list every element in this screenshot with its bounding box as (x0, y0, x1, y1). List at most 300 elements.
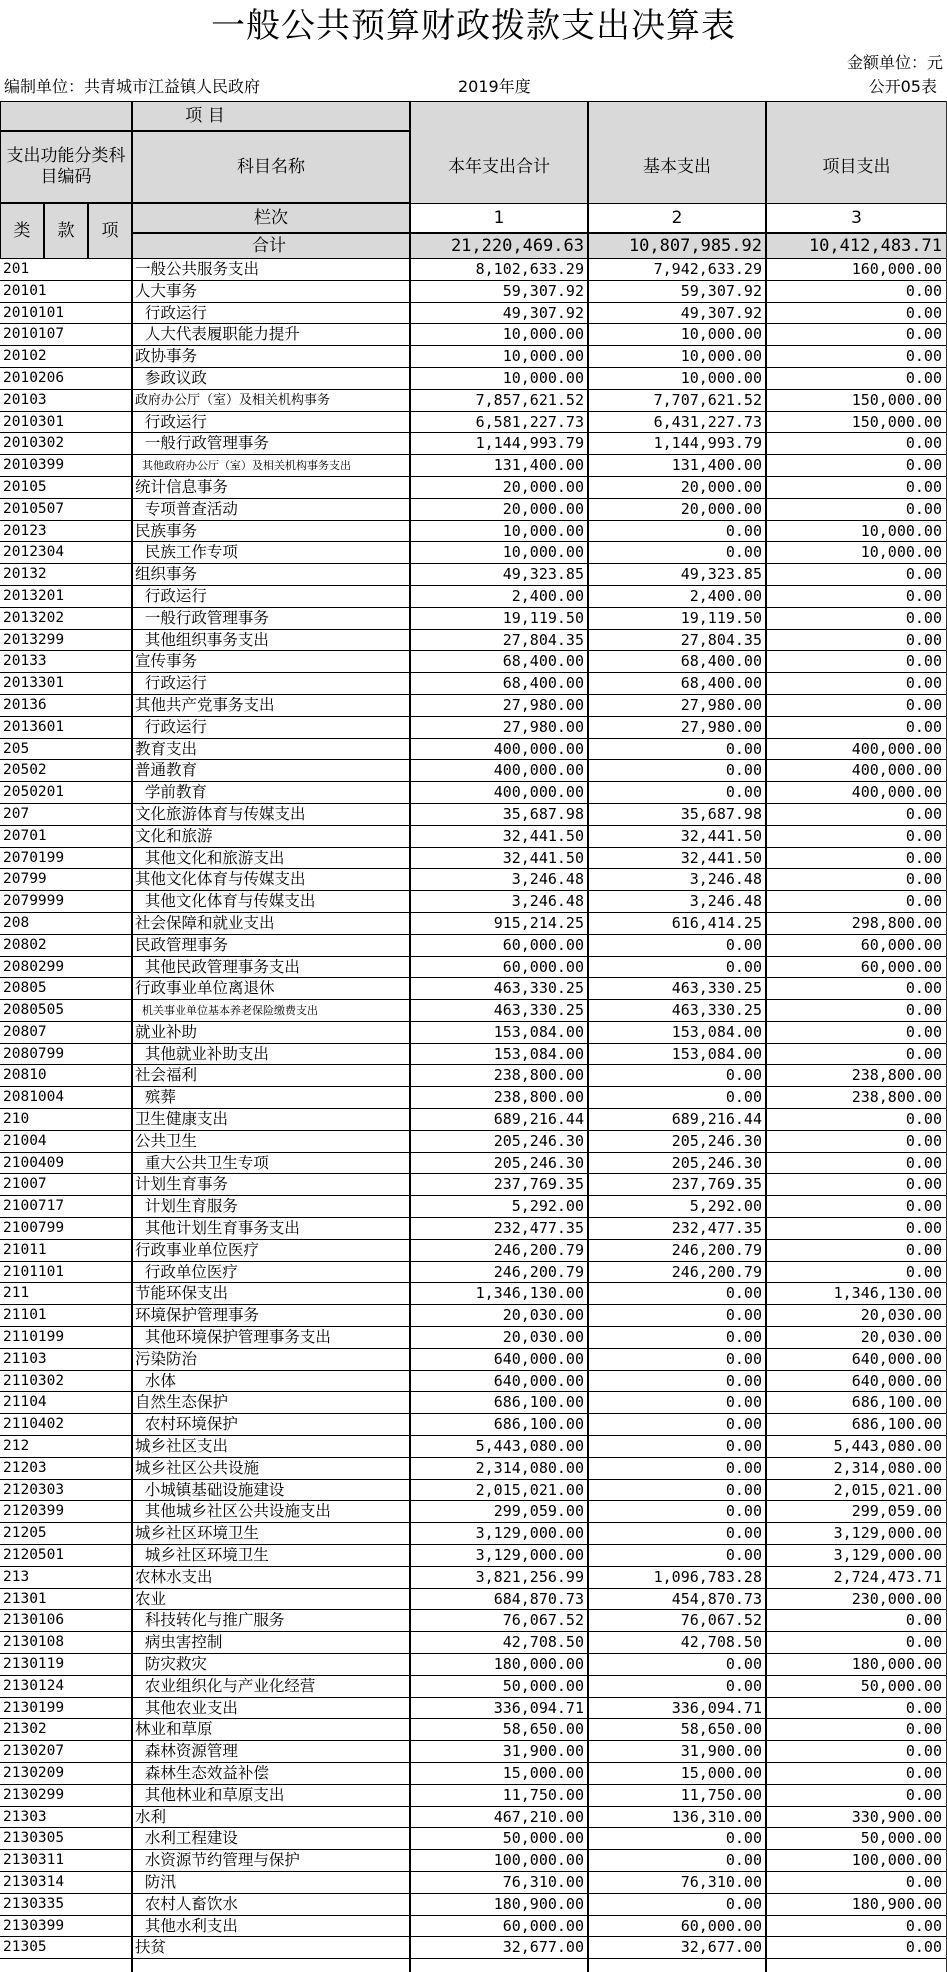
row-code: 20799 (3, 871, 47, 888)
table-row[interactable] (0, 477, 947, 499)
row-subject-name: 城乡社区环境卫生 (135, 1524, 260, 1543)
row-total: 68,400.00 (502, 652, 584, 671)
col-divider (409, 101, 411, 1972)
row-code: 21203 (3, 1459, 47, 1476)
row-project: 10,000.00 (860, 521, 942, 540)
table-row[interactable] (0, 564, 947, 586)
row-project: 0.00 (905, 1001, 942, 1020)
row-subject-name: 行政单位医疗 (135, 1262, 238, 1281)
table-row[interactable] (0, 1654, 947, 1676)
row-project: 0.00 (905, 347, 942, 366)
year-label: 2019年度 (458, 77, 531, 96)
row-subject-name: 社会福利 (135, 1066, 198, 1085)
row-code: 20805 (3, 980, 47, 997)
row-subject-name: 行政运行 (135, 303, 207, 322)
row-project: 180,000.00 (851, 1655, 942, 1673)
row-total: 27,980.00 (502, 695, 584, 714)
table-row[interactable] (0, 717, 947, 739)
table-row[interactable] (0, 1850, 947, 1872)
row-basic: 0.00 (725, 1851, 762, 1870)
table-row[interactable] (0, 1741, 947, 1763)
row-total: 20,030.00 (502, 1328, 584, 1347)
table-row[interactable] (0, 1000, 947, 1022)
row-subject-name: 其他城乡社区公共设施支出 (135, 1502, 331, 1521)
table-row[interactable] (0, 1523, 947, 1545)
row-total: 3,246.48 (511, 870, 584, 889)
row-code: 20102 (3, 348, 47, 365)
row-total: 2,015,021.00 (475, 1480, 584, 1499)
row-basic: 27,980.00 (680, 717, 762, 736)
row-project: 400,000.00 (851, 761, 942, 780)
row-subject-name: 扶贫 (135, 1938, 167, 1957)
table-row[interactable] (0, 1283, 947, 1305)
row-code: 2010301 (3, 413, 65, 430)
row-project: 330,900.00 (851, 1807, 942, 1826)
row-project: 298,800.00 (851, 913, 942, 932)
table-row[interactable] (0, 346, 947, 368)
row-project: 640,000.00 (851, 1371, 942, 1390)
row-total: 8,102,633.29 (475, 260, 584, 278)
row-basic: 153,084.00 (671, 1044, 762, 1063)
table-row[interactable] (0, 542, 947, 564)
row-basic: 49,307.92 (680, 303, 762, 322)
table-row[interactable] (0, 1153, 947, 1175)
row-total: 400,000.00 (493, 739, 584, 758)
row-basic: 616,414.25 (671, 913, 762, 932)
row-basic: 76,067.52 (680, 1611, 762, 1630)
row-project: 150,000.00 (851, 412, 942, 431)
row-project: 0.00 (905, 1153, 942, 1172)
row-code: 20502 (3, 762, 47, 779)
header-subject-name-cell: 科目名称 (132, 131, 410, 203)
row-code: 2130108 (3, 1634, 65, 1651)
row-basic: 0.00 (725, 739, 762, 758)
row-subject-name: 病虫害控制 (135, 1633, 223, 1652)
header-func-code-cell: 支出功能分类科目编码 (0, 131, 132, 203)
row-subject-name: 防灾救灾 (135, 1655, 207, 1673)
col-divider (587, 101, 589, 1972)
row-project: 0.00 (905, 1872, 942, 1891)
table-row[interactable] (0, 1785, 947, 1807)
row-project: 0.00 (905, 368, 942, 387)
row-code: 2120501 (3, 1547, 65, 1564)
table-row[interactable] (0, 586, 947, 608)
row-code: 20105 (3, 478, 47, 495)
row-total: 68,400.00 (502, 674, 584, 693)
table-row[interactable] (0, 739, 947, 761)
row-basic: 15,000.00 (680, 1763, 762, 1782)
row-basic: 205,246.30 (671, 1131, 762, 1150)
row-subject-name: 参政议政 (135, 368, 207, 387)
row-subject-name: 科技转化与推广服务 (135, 1611, 285, 1630)
table-row[interactable] (0, 957, 947, 979)
table-code: 公开05表 (868, 77, 937, 96)
table-row[interactable] (0, 1545, 947, 1567)
row-total: 31,900.00 (502, 1742, 584, 1761)
summary-row (132, 233, 947, 259)
header-lei: 类 (0, 203, 44, 259)
row-basic: 0.00 (725, 1088, 762, 1107)
row-total: 463,330.25 (493, 1001, 584, 1020)
row-total: 27,804.35 (502, 630, 584, 649)
table-row[interactable] (0, 1676, 947, 1698)
table-row[interactable] (0, 1480, 947, 1502)
row-total: 3,129,000.00 (475, 1546, 584, 1565)
row-code: 2013299 (3, 631, 65, 648)
row-subject-name: 其他共产党事务支出 (135, 695, 275, 714)
row-project: 10,000.00 (860, 543, 942, 562)
row-code: 2010107 (3, 326, 65, 343)
table-row[interactable] (0, 848, 947, 870)
row-code: 2130207 (3, 1743, 65, 1760)
table-row[interactable] (0, 1087, 947, 1109)
table-row[interactable] (0, 1065, 947, 1087)
row-project: 60,000.00 (860, 957, 942, 976)
row-basic: 19,119.50 (680, 608, 762, 627)
header-col-total: 本年支出合计 (410, 101, 588, 233)
table-row[interactable] (0, 433, 947, 455)
row-project: 0.00 (905, 652, 942, 671)
table-row[interactable] (0, 935, 947, 957)
row-subject-name: 就业补助 (135, 1022, 198, 1041)
table-row[interactable] (0, 1196, 947, 1218)
row-subject-name: 污染防治 (135, 1349, 198, 1368)
table-row[interactable] (0, 673, 947, 695)
row-code: 2012304 (3, 544, 65, 561)
row-basic: 10,000.00 (680, 325, 762, 344)
row-subject-name: 环境保护管理事务 (135, 1306, 260, 1325)
row-total: 3,821,256.99 (475, 1567, 584, 1586)
row-code: 2079999 (3, 893, 65, 910)
row-project: 0.00 (905, 1916, 942, 1935)
row-code: 2013301 (3, 675, 65, 692)
row-project: 0.00 (905, 1022, 942, 1041)
row-code: 207 (3, 805, 30, 822)
table-row[interactable] (0, 978, 947, 1000)
row-project: 0.00 (905, 1742, 942, 1761)
row-code: 2110302 (3, 1372, 65, 1389)
table-row[interactable] (0, 869, 947, 891)
summary-project: 10,412,483.71 (808, 236, 942, 256)
table-row[interactable] (0, 1763, 947, 1785)
table-row[interactable] (0, 826, 947, 848)
table-row[interactable] (0, 1894, 947, 1916)
row-subject-name: 其他文化体育与传媒支出 (135, 870, 306, 889)
row-total: 246,200.79 (493, 1262, 584, 1281)
table-row[interactable] (0, 1262, 947, 1284)
row-total: 2,400.00 (511, 586, 584, 605)
table-row[interactable] (0, 1436, 947, 1458)
row-project: 0.00 (905, 804, 942, 823)
table-row[interactable] (0, 1610, 947, 1632)
row-subject-name: 学前教育 (135, 783, 207, 802)
row-total: 237,769.35 (493, 1175, 584, 1194)
row-code: 2081004 (3, 1089, 65, 1106)
table-row[interactable] (0, 1937, 947, 1959)
row-code: 2013201 (3, 587, 65, 604)
row-subject-name: 文化和旅游 (135, 826, 213, 845)
row-code: 21303 (3, 1808, 47, 1825)
row-total: 238,800.00 (493, 1066, 584, 1085)
row-subject-name: 行政事业单位医疗 (135, 1240, 260, 1259)
row-subject-name: 其他文化体育与传媒支出 (135, 892, 316, 911)
table-row[interactable] (0, 1044, 947, 1066)
data-rows (0, 259, 947, 1959)
row-code: 2010101 (3, 304, 65, 321)
row-total: 205,246.30 (493, 1131, 584, 1150)
row-subject-name: 文化旅游体育与传媒支出 (135, 804, 306, 823)
col-divider (765, 101, 767, 1972)
row-basic: 205,246.30 (671, 1153, 762, 1172)
table-row[interactable] (0, 630, 947, 652)
table-row[interactable] (0, 1872, 947, 1894)
row-project: 0.00 (905, 1938, 942, 1957)
row-basic: 0.00 (725, 1676, 762, 1695)
table-row[interactable] (0, 1589, 947, 1611)
table-row[interactable] (0, 1916, 947, 1938)
row-code: 2010507 (3, 500, 65, 517)
row-project: 50,000.00 (860, 1676, 942, 1695)
row-total: 6,581,227.73 (475, 412, 584, 431)
table-row[interactable] (0, 1305, 947, 1327)
row-total: 2,314,080.00 (475, 1458, 584, 1477)
table-row[interactable] (0, 1632, 947, 1654)
row-project: 0.00 (905, 1110, 942, 1129)
row-basic: 0.00 (725, 1894, 762, 1913)
table-row[interactable] (0, 1807, 947, 1829)
unit-label: 金额单位：元 (846, 53, 943, 72)
row-code: 21302 (3, 1721, 47, 1738)
table-row[interactable] (0, 804, 947, 826)
row-code: 2120303 (3, 1481, 65, 1498)
row-project: 0.00 (905, 608, 942, 627)
row-project: 0.00 (905, 892, 942, 911)
row-project: 686,100.00 (851, 1415, 942, 1434)
row-subject-name: 一般行政管理事务 (135, 434, 269, 453)
row-project: 0.00 (905, 434, 942, 453)
row-subject-name: 林业和草原 (135, 1720, 213, 1739)
row-code: 21103 (3, 1350, 47, 1367)
row-total: 336,094.71 (493, 1698, 584, 1717)
row-subject-name: 其他就业补助支出 (135, 1044, 269, 1063)
row-total: 49,307.92 (502, 303, 584, 322)
table-row[interactable] (0, 324, 947, 346)
row-basic: 49,323.85 (680, 565, 762, 584)
row-code: 2080299 (3, 958, 65, 975)
table-row[interactable] (0, 281, 947, 303)
row-subject-name: 卫生健康支出 (135, 1110, 229, 1129)
row-project: 0.00 (905, 1785, 942, 1804)
row-subject-name: 农林水支出 (135, 1567, 213, 1586)
table-row[interactable] (0, 782, 947, 804)
table-row[interactable] (0, 1501, 947, 1523)
row-project: 60,000.00 (860, 935, 942, 954)
row-total: 27,980.00 (502, 717, 584, 736)
table-row[interactable] (0, 891, 947, 913)
table-row[interactable] (0, 695, 947, 717)
table-row[interactable] (0, 1414, 947, 1436)
row-subject-name: 其他组织事务支出 (135, 630, 269, 649)
row-project: 299,059.00 (851, 1502, 942, 1521)
row-code: 2130335 (3, 1895, 65, 1912)
table-row[interactable] (0, 412, 947, 434)
row-total: 915,214.25 (493, 913, 584, 932)
row-basic: 10,000.00 (680, 347, 762, 366)
row-project: 0.00 (905, 565, 942, 584)
row-basic: 20,000.00 (680, 477, 762, 496)
row-code: 2070199 (3, 849, 65, 866)
row-subject-name: 小城镇基础设施建设 (135, 1480, 285, 1499)
row-project: 0.00 (905, 1720, 942, 1739)
row-project: 0.00 (905, 717, 942, 736)
row-project: 0.00 (905, 848, 942, 867)
table-row[interactable] (0, 913, 947, 935)
row-total: 5,292.00 (511, 1197, 584, 1216)
row-subject-name: 农业组织化与产业化经营 (135, 1676, 316, 1695)
table-row[interactable] (0, 1174, 947, 1196)
table-row[interactable] (0, 1131, 947, 1153)
table-row[interactable] (0, 390, 947, 412)
table-row[interactable] (0, 1392, 947, 1414)
header-col-project: 项目支出 (766, 101, 947, 233)
row-basic: 0.00 (725, 957, 762, 976)
row-basic: 68,400.00 (680, 674, 762, 693)
row-subject-name: 行政运行 (135, 586, 207, 605)
row-code: 2100409 (3, 1154, 65, 1171)
table-row[interactable] (0, 303, 947, 325)
row-total: 11,750.00 (502, 1785, 584, 1804)
row-subject-name: 组织事务 (135, 565, 198, 584)
header-column-index: 栏次 (132, 203, 410, 233)
row-basic: 32,677.00 (680, 1938, 762, 1957)
table-row[interactable] (0, 1567, 947, 1589)
row-basic: 0.00 (725, 1328, 762, 1347)
row-basic: 153,084.00 (671, 1022, 762, 1041)
row-basic: 0.00 (725, 543, 762, 562)
row-total: 684,870.73 (493, 1589, 584, 1608)
row-total: 35,687.98 (502, 804, 584, 823)
row-project: 0.00 (905, 1197, 942, 1216)
table-row[interactable] (0, 1109, 947, 1131)
row-code: 2050201 (3, 784, 65, 801)
row-subject-name: 森林资源管理 (135, 1742, 238, 1761)
row-project: 100,000.00 (851, 1851, 942, 1870)
row-basic: 0.00 (725, 1480, 762, 1499)
table-row[interactable] (0, 499, 947, 521)
row-subject-name: 政府办公厅（室）及相关机构事务 (135, 392, 331, 408)
row-total: 299,059.00 (493, 1502, 584, 1521)
row-total: 180,900.00 (493, 1894, 584, 1913)
row-basic: 32,441.50 (680, 826, 762, 845)
summary-basic: 10,807,985.92 (628, 236, 762, 256)
table-row[interactable] (0, 1828, 947, 1850)
row-total: 60,000.00 (502, 1916, 584, 1935)
row-total: 59,307.92 (502, 281, 584, 300)
row-total: 10,000.00 (502, 543, 584, 562)
row-code: 2130124 (3, 1677, 65, 1694)
row-basic: 31,900.00 (680, 1742, 762, 1761)
row-project: 640,000.00 (851, 1349, 942, 1368)
row-basic: 2,400.00 (689, 586, 762, 605)
row-code: 20136 (3, 696, 47, 713)
row-project: 20,030.00 (860, 1328, 942, 1347)
row-project: 0.00 (905, 1763, 942, 1782)
row-total: 205,246.30 (493, 1153, 584, 1172)
table-row[interactable] (0, 1022, 947, 1044)
table-row[interactable] (0, 1349, 947, 1371)
row-basic: 131,400.00 (671, 456, 762, 475)
row-project: 50,000.00 (860, 1829, 942, 1848)
row-project: 1,346,130.00 (833, 1284, 942, 1303)
table-row[interactable] (0, 1240, 947, 1262)
table-row[interactable] (0, 1698, 947, 1720)
table-row[interactable] (0, 521, 947, 543)
row-code: 2080799 (3, 1045, 65, 1062)
row-project: 0.00 (905, 826, 942, 845)
row-total: 180,000.00 (493, 1655, 584, 1673)
row-basic: 5,292.00 (689, 1197, 762, 1216)
row-project: 0.00 (905, 1131, 942, 1150)
row-project: 400,000.00 (851, 739, 942, 758)
row-total: 49,323.85 (502, 565, 584, 584)
table-row[interactable] (0, 608, 947, 630)
row-total: 58,650.00 (502, 1720, 584, 1739)
row-subject-name: 普通教育 (135, 761, 198, 780)
row-subject-name: 水利 (135, 1807, 167, 1826)
row-basic: 1,144,993.79 (653, 434, 762, 453)
row-basic: 3,246.48 (689, 870, 762, 889)
row-code: 210 (3, 1111, 30, 1128)
row-project: 0.00 (905, 325, 942, 344)
row-basic: 0.00 (725, 1306, 762, 1325)
row-code: 2013202 (3, 609, 65, 626)
row-subject-name: 人大事务 (135, 281, 198, 300)
row-project: 150,000.00 (851, 390, 942, 409)
table-row[interactable] (0, 1371, 947, 1393)
table-row[interactable] (0, 1719, 947, 1741)
table-row[interactable] (0, 760, 947, 782)
row-subject-name: 农业 (135, 1589, 167, 1608)
row-code: 21011 (3, 1241, 47, 1258)
row-subject-name: 其他农业支出 (135, 1698, 238, 1717)
table-row[interactable] (0, 1458, 947, 1480)
row-subject-name: 教育支出 (135, 739, 198, 758)
row-subject-name: 统计信息事务 (135, 477, 229, 496)
row-project: 2,314,080.00 (833, 1458, 942, 1477)
row-project: 0.00 (905, 674, 942, 693)
row-total: 50,000.00 (502, 1676, 584, 1695)
header-idx-1: 1 (410, 203, 588, 233)
table-row[interactable] (0, 1218, 947, 1240)
table-row[interactable] (0, 368, 947, 390)
row-basic: 463,330.25 (671, 1001, 762, 1020)
row-code: 2130119 (3, 1656, 65, 1672)
table-row[interactable] (0, 455, 947, 477)
row-project: 238,800.00 (851, 1088, 942, 1107)
row-basic: 463,330.25 (671, 979, 762, 998)
row-basic: 0.00 (725, 935, 762, 954)
table-row[interactable] (0, 1327, 947, 1349)
row-basic: 0.00 (725, 783, 762, 802)
row-total: 19,119.50 (502, 608, 584, 627)
row-basic: 60,000.00 (680, 1916, 762, 1935)
row-code: 21301 (3, 1590, 47, 1607)
row-basic: 232,477.35 (671, 1219, 762, 1238)
table-row[interactable] (0, 651, 947, 673)
row-project: 5,443,080.00 (833, 1437, 942, 1456)
table-row[interactable] (0, 259, 947, 281)
row-total: 400,000.00 (493, 783, 584, 802)
